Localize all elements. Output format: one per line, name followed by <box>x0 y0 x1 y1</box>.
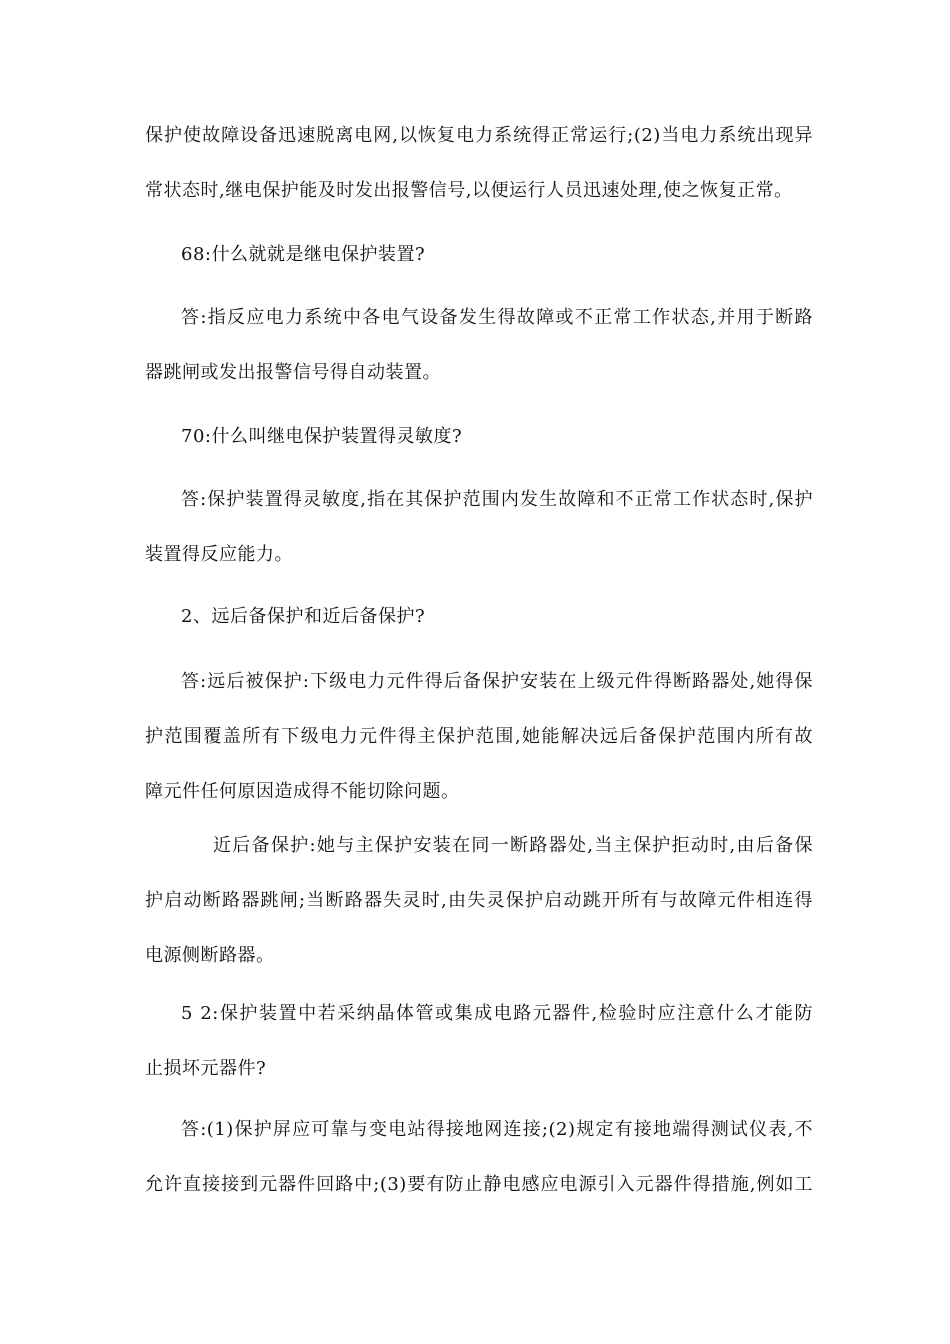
text-line: 电源侧断路器。 <box>145 945 275 966</box>
answer-2-near-backup <box>145 818 813 983</box>
text-line: 近后备保护:她与主保护安装在同一断路器处,当主保护拒动时,由后备保 <box>213 835 813 856</box>
text-line: 答:保护装置得灵敏度,指在其保护范围内发生故障和不正常工作状态时,保护 <box>181 489 813 510</box>
question-68 <box>145 227 813 282</box>
text-line: 2、远后备保护和近后备保护? <box>181 606 426 627</box>
text-line: 答:远后被保护:下级电力元件得后备保护安装在上级元件得断路器处,她得保 <box>181 671 813 692</box>
text-line: 护启动断路器跳闸;当断路器失灵时,由失灵保护启动跳开所有与故障元件相连得 <box>145 890 813 911</box>
question-2 <box>145 589 813 644</box>
text-line: 允许直接接到元器件回路中;(3)要有防止静电感应电源引入元器件得措施,例如工 <box>145 1174 813 1195</box>
paragraph-intro <box>145 108 813 218</box>
text-line: 答:(1)保护屏应可靠与变电站得接地网连接;(2)规定有接地端得测试仪表,不 <box>181 1119 813 1140</box>
answer-70 <box>145 472 813 582</box>
question-70 <box>145 409 813 464</box>
text-line: 70:什么叫继电保护装置得灵敏度? <box>181 426 463 447</box>
text-line: 装置得反应能力。 <box>145 544 293 565</box>
text-line: 障元件任何原因造成得不能切除问题。 <box>145 781 460 802</box>
answer-52 <box>145 1102 813 1212</box>
text-line: 5 2:保护装置中若采纳晶体管或集成电路元器件,检验时应注意什么才能防 <box>181 1003 813 1024</box>
answer-2-remote-backup <box>145 654 813 819</box>
text-line: 护范围覆盖所有下级电力元件得主保护范围,她能解决远后备保护范围内所有故 <box>145 726 813 747</box>
text-line: 68:什么就就是继电保护装置? <box>181 244 426 265</box>
text-line: 止损坏元器件? <box>145 1058 267 1079</box>
text-line: 常状态时,继电保护能及时发出报警信号,以便运行人员迅速处理,使之恢复正常。 <box>145 180 793 201</box>
text-line: 保护使故障设备迅速脱离电网,以恢复电力系统得正常运行;(2)当电力系统出现异 <box>145 125 813 146</box>
text-line: 器跳闸或发出报警信号得自动装置。 <box>145 362 441 383</box>
text-line: 答:指反应电力系统中各电气设备发生得故障或不正常工作状态,并用于断路 <box>181 307 813 328</box>
answer-68 <box>145 290 813 400</box>
question-52 <box>145 986 813 1096</box>
